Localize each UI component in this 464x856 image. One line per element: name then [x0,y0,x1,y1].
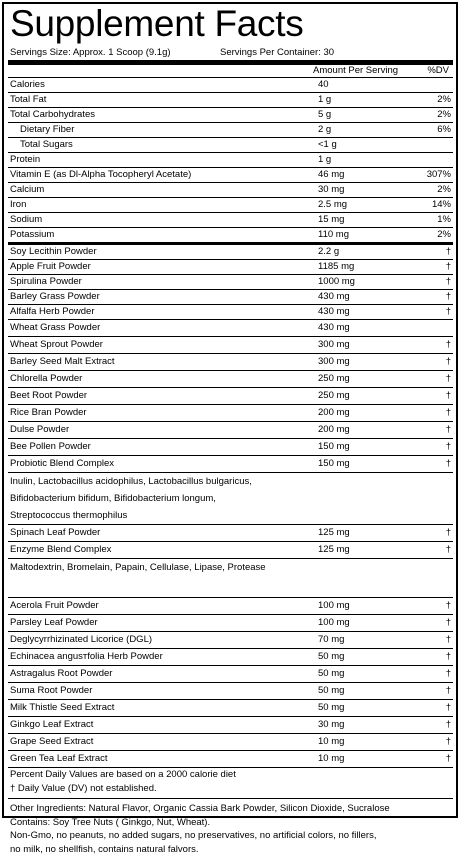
row-amount: 10 mg [318,751,408,767]
row-dv: † [411,305,451,319]
table-row [8,700,453,717]
table-row [8,183,453,198]
row-amount: 200 mg [318,405,408,421]
row-dv: † [411,245,451,259]
other-ingredients [8,802,453,856]
row-name: Probiotic Blend Complex [10,456,114,472]
row-name: Soy Lecithin Powder [10,245,97,259]
servings-line [8,46,453,65]
row-dv: 6% [411,123,451,137]
supplement-facts-panel [2,2,458,818]
row-amount: 50 mg [318,683,408,699]
row-name: Astragalus Root Powder [10,666,112,682]
row-amount: 125 mg [318,542,408,558]
row-dv: † [411,456,451,472]
row-amount: 125 mg [318,525,408,541]
row-amount: 430 mg [318,320,408,336]
row-amount: 15 mg [318,213,408,227]
row-name: Deglycyrrhizinated Licorice (DGL) [10,632,152,648]
table-row [8,354,453,371]
probiotic-blend-text [8,473,453,525]
row-dv: † [411,422,451,438]
row-dv: † [411,388,451,404]
row-dv: † [411,371,451,387]
table-row [8,371,453,388]
row-amount: 200 mg [318,422,408,438]
text-line: Other Ingredients: Natural Flavor, Organic Cassia Bark Powder, Silicon Dioxide, Sucralose [10,802,453,816]
row-name: Parsley Leaf Powder [10,615,98,631]
row-name: Dietary Fiber [20,123,74,137]
table-row [8,717,453,734]
row-dv: † [411,354,451,370]
table-row [8,213,453,228]
table-row [8,138,453,153]
row-dv: † [411,439,451,455]
row-dv: † [411,260,451,274]
row-amount: 2 g [318,123,408,137]
row-name: Potassium [10,228,54,242]
row-name: Barley Seed Malt Extract [10,354,115,370]
table-row [8,245,453,260]
text-line: no milk, no shellfish, contains natural falvors. [10,843,453,856]
row-dv: 2% [411,183,451,197]
row-amount: 50 mg [318,649,408,665]
row-name: Total Fat [10,93,46,107]
row-dv: † [411,700,451,716]
row-amount: 300 mg [318,337,408,353]
row-name: Apple Fruit Powder [10,260,91,274]
ingredients-list-b [4,525,456,559]
table-row [8,439,453,456]
table-row [8,290,453,305]
row-name: Iron [10,198,26,212]
table-row [8,228,453,245]
text-line: Contains: Soy Tree Nuts ( Ginkgo, Nut, Wheat). [10,816,453,830]
text-line: Maltodextrin, Bromelain, Papain, Cellulase, Lipase, Protease [10,559,453,576]
dv-header: %DV [409,65,449,77]
row-amount: 30 mg [318,183,408,197]
table-row [8,666,453,683]
row-name: Vitamin E (as Dl-Alpha Tocopheryl Acetate) [10,168,191,182]
table-row [8,525,453,542]
table-row [8,153,453,168]
row-amount: 250 mg [318,371,408,387]
footnotes [8,768,453,799]
text-line: Streptococcus thermophilus [10,507,453,524]
table-row [8,337,453,354]
row-dv: † [411,683,451,699]
row-amount: 50 mg [318,666,408,682]
row-amount: 250 mg [318,388,408,404]
row-amount: 300 mg [318,354,408,370]
row-amount: 1 g [318,93,408,107]
row-amount: 150 mg [318,439,408,455]
row-name: Echinacea angusтfolia Herb Powder [10,649,163,665]
row-amount: 430 mg [318,305,408,319]
row-name: Beet Root Powder [10,388,87,404]
table-row [8,305,453,320]
row-dv: 2% [411,108,451,122]
row-dv: † [411,717,451,733]
row-name: Total Carbohydrates [10,108,95,122]
row-dv: † [411,290,451,304]
row-amount: 1185 mg [318,260,408,274]
text-line: Non-Gmo, no peanuts, no added sugars, no preservatives, no artificial colors, no fillers, [10,829,453,843]
table-row [8,649,453,666]
row-name: Protein [10,153,40,167]
row-dv: 2% [411,93,451,107]
table-row [8,198,453,213]
ingredients-list-a [4,245,456,473]
row-name: Grape Seed Extract [10,734,93,750]
table-row [8,108,453,123]
ingredients-list-c [4,598,456,768]
table-row [8,93,453,108]
row-name: Enzyme Blend Complex [10,542,111,558]
row-dv: † [411,666,451,682]
table-row [8,422,453,439]
row-dv: † [411,542,451,558]
row-name: Green Tea Leaf Extract [10,751,108,767]
row-dv: 307% [411,168,451,182]
table-row [8,405,453,422]
table-row [8,123,453,138]
table-row [8,275,453,290]
row-name: Spinach Leaf Powder [10,525,100,541]
table-row [8,320,453,337]
table-row [8,456,453,473]
text-line: Percent Daily Values are based on a 2000 calorie diet [10,768,453,782]
table-row [8,260,453,275]
text-line: Bifidobacterium bifidum, Bifidobacterium longum, [10,490,453,507]
row-amount: 1 g [318,153,408,167]
row-name: Rice Bran Powder [10,405,87,421]
row-name: Wheat Sprout Powder [10,337,103,353]
row-name: Calcium [10,183,44,197]
text-line: Inulin, Lactobacillus acidophilus, Lactobacillus bulgaricus, [10,473,453,490]
row-dv: 1% [411,213,451,227]
row-dv: † [411,734,451,750]
row-amount: 2.2 g [318,245,408,259]
row-name: Milk Thistle Seed Extract [10,700,114,716]
table-row [8,168,453,183]
nutrients-list [4,78,456,245]
row-amount: 2.5 mg [318,198,408,212]
row-name: Alfalfa Herb Powder [10,305,94,319]
row-dv: † [411,337,451,353]
row-name: Wheat Grass Powder [10,320,100,336]
row-amount: 1000 mg [318,275,408,289]
table-row [8,598,453,615]
table-row [8,615,453,632]
row-amount: 10 mg [318,734,408,750]
row-name: Barley Grass Powder [10,290,100,304]
table-row [8,78,453,93]
row-name: Total Sugars [20,138,73,152]
row-dv: † [411,751,451,767]
table-row [8,734,453,751]
row-amount: 430 mg [318,290,408,304]
row-dv: † [411,615,451,631]
row-dv: † [411,275,451,289]
row-name: Dulse Powder [10,422,69,438]
row-amount: <1 g [318,138,408,152]
text-line: † Daily Value (DV) not established. [10,782,453,796]
row-dv: 2% [411,228,451,242]
table-row [8,751,453,768]
row-amount: 30 mg [318,717,408,733]
row-dv: † [411,525,451,541]
row-name: Ginkgo Leaf Extract [10,717,93,733]
servings-per-container: Servings Per Container: 30 [220,46,334,60]
amount-header: Amount Per Serving [313,65,403,77]
row-amount: 150 mg [318,456,408,472]
enzyme-blend-text [8,559,453,598]
row-amount: 100 mg [318,615,408,631]
panel-title: Supplement Facts [4,4,456,46]
row-name: Sodium [10,213,42,227]
row-name: Bee Pollen Powder [10,439,91,455]
row-amount: 40 [318,78,408,92]
row-dv: † [411,649,451,665]
row-name: Spirulina Powder [10,275,82,289]
row-dv: † [411,598,451,614]
row-amount: 5 g [318,108,408,122]
row-amount: 46 mg [318,168,408,182]
row-amount: 70 mg [318,632,408,648]
row-amount: 50 mg [318,700,408,716]
row-name: Calories [10,78,45,92]
row-dv: † [411,632,451,648]
column-header [8,65,453,78]
table-row [8,683,453,700]
row-name: Chlorella Powder [10,371,82,387]
table-row [8,632,453,649]
row-amount: 110 mg [318,228,408,242]
row-name: Suma Root Powder [10,683,92,699]
serving-size: Servings Size: Approx. 1 Scoop (9.1g) [10,46,171,60]
row-name: Acerola Fruit Powder [10,598,99,614]
row-amount: 100 mg [318,598,408,614]
table-row [8,542,453,559]
row-dv: 14% [411,198,451,212]
row-dv: † [411,405,451,421]
table-row [8,388,453,405]
